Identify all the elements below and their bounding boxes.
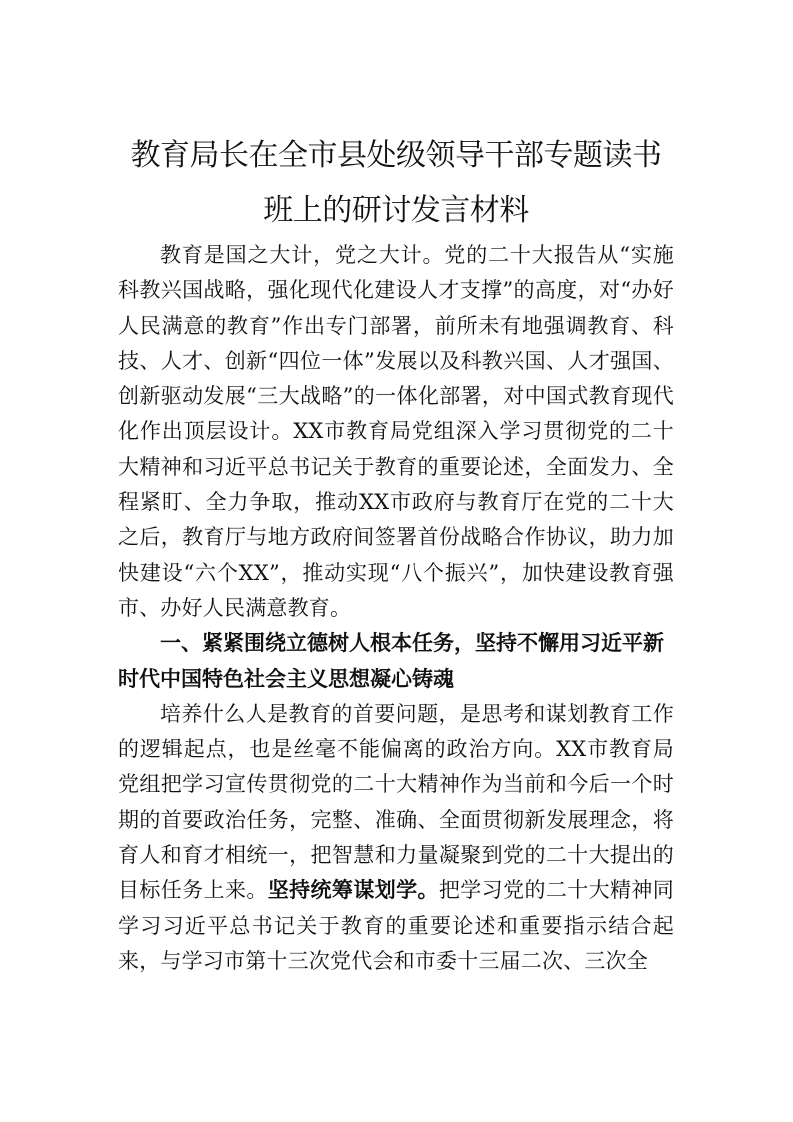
document-title: [78, 128, 714, 238]
section-heading-1: 一、紧紧围绕立德树人根本任务，坚持不懈用习近平新时代中国特色社会主义思想凝心铸魂: [118, 631, 664, 691]
intro-paragraph: 教育是国之大计，党之大计。党的二十大报告从“实施科教兴国战略，强化现代化建设人才支撑”的高度，对“办好人民满意的教育”作出专门部署，前所未有地强调教育、科技、人才、创新“四位一体”发展以及科教兴国、人才强国、创新驱动发展“三大战略”的一体化部署，对中国式教育现代化作出顶层设计。XX市教育局党组深入学习贯彻党的二十大精神和习近平总书记关于教育的重要论述，全面发力、全程紧盯、全力争取，推动XX市政府与教育厅在党的二十大之后，教育厅与地方政府间签署首份战略合作协议，助力加快建设“六个XX”，推动实现“八个振兴”，加快建设教育强市、办好人民满意教育。: [118, 243, 674, 620]
section-1-paragraph-text-b: 把学习党的二十大精神同学习习近平总书记关于教育的重要论述和重要指示结合起来，与学习市第十三次党代会和市委十三届二次、三次全: [118, 878, 675, 973]
document-page: [118, 128, 674, 979]
section-1-paragraph: [118, 697, 674, 979]
title-line-2: 班上的研讨发言材料: [263, 193, 529, 228]
title-line-1: 教育局长在全市县处级领导干部专题读书: [130, 138, 662, 173]
section-1-paragraph-text-a: 培养什么人是教育的首要问题，是思考和谋划教育工作的逻辑起点，也是丝毫不能偏离的政治方向。XX市教育局党组把学习宣传贯彻党的二十大精神作为当前和今后一个时期的首要政治任务，完整、准确、全面贯彻新发展理念，将育人和育才相统一，把智慧和力量凝聚到党的二十大提出的目标任务上来。: [118, 701, 674, 903]
bold-subheading: 坚持统筹谋划学。: [267, 878, 439, 903]
